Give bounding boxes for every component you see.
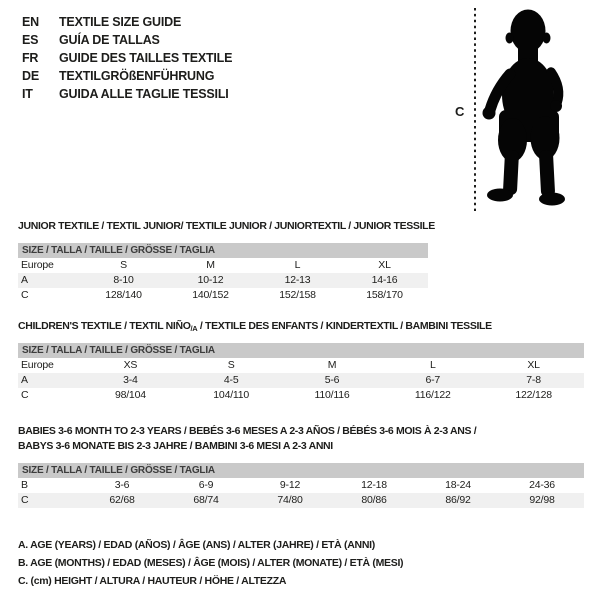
footnote-b: B. AGE (MONTHS) / EDAD (MESES) / ÂGE (MOIS) / ALTER (MONATE) / ETÀ (MESI) (18, 557, 404, 569)
language-row-es (22, 31, 232, 49)
table-cell: M (206, 259, 215, 271)
table-cell: 86/92 (445, 494, 471, 506)
language-title: TEXTILE SIZE GUIDE (59, 15, 182, 29)
height-figure (440, 0, 600, 215)
babies-title-line1: BABIES 3-6 MONTH TO 2-3 YEARS / BEBÉS 3-6 MESES A 2-3 AÑOS / BÉBÉS 3-6 MOIS À 2-3 ANS / (18, 425, 477, 437)
language-row-en (22, 13, 232, 31)
table-cell: 3-6 (114, 479, 130, 491)
language-code: IT (22, 87, 33, 101)
table-row (18, 478, 584, 493)
junior-table-title: JUNIOR TEXTILE / TEXTIL JUNIOR/ TEXTILE JUNIOR / JUNIORTEXTIL / JUNIOR TESSILE (18, 220, 435, 232)
row-label: Europe (21, 359, 54, 371)
language-title: GUIDE DES TAILLES TEXTILE (59, 51, 233, 65)
table-cell: 18-24 (445, 479, 471, 491)
language-code: FR (22, 51, 39, 65)
table-cell: 7-8 (526, 374, 541, 386)
table-cell: 4-5 (223, 374, 239, 386)
table-cell: S (120, 259, 127, 271)
table-row (18, 373, 584, 388)
table-cell: 12-18 (361, 479, 387, 491)
table-cell: S (227, 359, 235, 371)
table-cell: L (429, 359, 436, 371)
table-cell: 74/80 (277, 494, 303, 506)
row-label: B (21, 479, 28, 491)
language-code: ES (22, 33, 39, 47)
table-cell: 92/98 (529, 494, 555, 506)
footnotes (18, 536, 403, 590)
table-cell: 24-36 (529, 479, 555, 491)
table-cell: 6-9 (198, 479, 214, 491)
language-title: TEXTILGRÖßENFÜHRUNG (59, 69, 215, 83)
table-cell: 152/158 (279, 289, 316, 301)
row-label: C (21, 494, 29, 506)
row-label: Europe (21, 259, 54, 271)
table-cell: 12-13 (284, 274, 311, 286)
size-header-bar: SIZE / TALLA / TAILLE / GRÖSSE / TAGLIA (18, 243, 428, 258)
table-row (18, 358, 584, 373)
table-row (18, 273, 428, 288)
size-header-bar: SIZE / TALLA / TAILLE / GRÖSSE / TAGLIA (18, 343, 584, 358)
table-row (18, 258, 428, 273)
table-cell: 6-7 (425, 374, 441, 386)
table-cell: 10-12 (197, 274, 224, 286)
table-cell: XS (123, 359, 138, 371)
children-table (18, 343, 584, 403)
table-cell: 3-4 (123, 374, 138, 386)
table-cell: L (294, 259, 301, 271)
language-title: GUÍA DE TALLAS (59, 33, 160, 47)
table-cell: 80/86 (361, 494, 387, 506)
table-cell: XL (527, 359, 540, 371)
row-label: C (21, 389, 29, 401)
table-row (18, 388, 584, 403)
table-cell: 116/122 (414, 389, 451, 401)
table-row (18, 493, 584, 508)
babies-table-title (18, 424, 476, 454)
table-cell: 9-12 (279, 479, 301, 491)
table-cell: 158/170 (366, 289, 403, 301)
table-cell: 14-16 (371, 274, 398, 286)
table-cell: 140/152 (192, 289, 229, 301)
baby-silhouette (483, 10, 566, 206)
footnote-c: C. (cm) HEIGHT / ALTURA / HAUTEUR / HÖHE / ALTEZZA (18, 575, 287, 587)
table-cell: XL (378, 259, 391, 271)
table-cell: 122/128 (515, 389, 552, 401)
language-row-fr (22, 49, 232, 67)
table-cell: 98/104 (114, 389, 146, 401)
table-row (18, 288, 428, 303)
language-code: EN (22, 15, 39, 29)
table-cell: M (327, 359, 337, 371)
children-table-title (18, 319, 492, 336)
children-title-pre: CHILDREN'S TEXTILE / TEXTIL NIÑO (18, 320, 191, 332)
table-cell: 110/116 (314, 389, 350, 401)
children-title-sub: /A (190, 324, 198, 333)
row-label: A (21, 274, 28, 286)
table-cell: 104/110 (213, 389, 250, 401)
language-row-de (22, 67, 232, 85)
babies-table (18, 463, 584, 508)
row-label: A (21, 374, 28, 386)
children-title-post: / TEXTILE DES ENFANTS / KINDERTEXTIL / BAMBINI TESSILE (197, 320, 492, 332)
babies-title-line2: BABYS 3-6 MONATE BIS 2-3 JAHRE / BAMBINI 3-6 MESI A 2-3 ANNI (18, 440, 333, 452)
language-title: GUIDA ALLE TAGLIE TESSILI (59, 87, 229, 101)
junior-table (18, 243, 428, 303)
table-cell: 62/68 (109, 494, 135, 506)
language-row-it (22, 85, 232, 103)
table-cell: 128/140 (105, 289, 142, 301)
language-list (22, 13, 232, 103)
language-code: DE (22, 69, 39, 83)
size-header-bar: SIZE / TALLA / TAILLE / GRÖSSE / TAGLIA (18, 463, 584, 478)
table-cell: 5-6 (324, 374, 340, 386)
footnote-a: A. AGE (YEARS) / EDAD (AÑOS) / ÂGE (ANS) / ALTER (JAHRE) / ETÀ (ANNI) (18, 539, 375, 551)
height-label: C (455, 104, 465, 119)
row-label: C (21, 289, 29, 301)
table-cell: 68/74 (193, 494, 219, 506)
table-cell: 8-10 (113, 274, 134, 286)
